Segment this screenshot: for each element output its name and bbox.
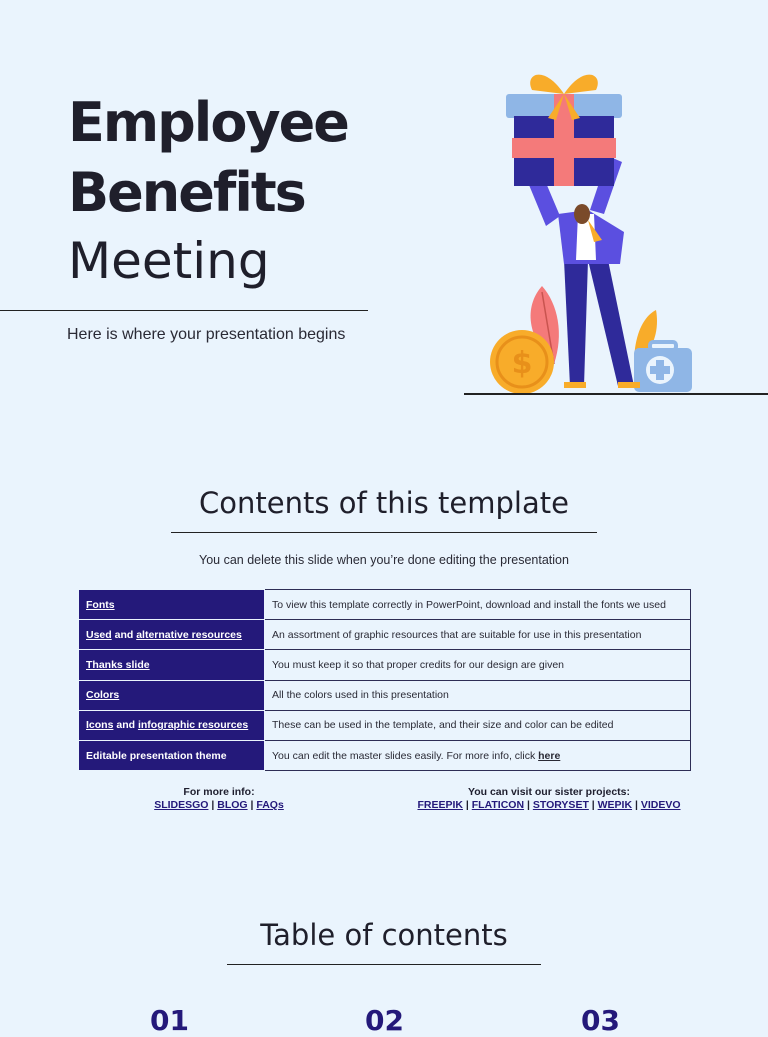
table-row (79, 710, 691, 740)
row-value (265, 740, 691, 770)
more-info-links: SLIDESGO | BLOG | FAQs (154, 799, 284, 811)
wepik-link[interactable]: WEPIK (597, 799, 633, 811)
thanks-slide-link[interactable]: Thanks slide (86, 658, 150, 671)
row-value-text: You can edit the master slides easily. For more info, click (272, 749, 539, 762)
freepik-link[interactable]: FREEPIK (417, 799, 463, 811)
storyset-link[interactable]: STORYSET (532, 799, 589, 811)
resources-table (78, 589, 691, 771)
contents-heading: Contents of this template (199, 486, 569, 520)
table-row (79, 620, 691, 650)
blog-link[interactable]: BLOG (217, 799, 248, 811)
row-key[interactable] (79, 590, 265, 620)
toc-divider (227, 964, 541, 965)
alternative-resources-link[interactable]: alternative resources (136, 628, 242, 641)
contents-subtitle: You can delete this slide when you’re done editing the presentation (199, 553, 569, 567)
illustration-ground-line (464, 393, 768, 395)
sister-projects-label: You can visit our sister projects: (467, 786, 631, 798)
colors-link[interactable]: Colors (86, 689, 120, 702)
row-value: To view this template correctly in PowerPoint, download and install the fonts we used (265, 590, 691, 620)
row-key (79, 620, 265, 650)
row-value: You must keep it so that proper credits for our design are given (265, 650, 691, 680)
table-row (79, 590, 691, 620)
coin-icon (490, 330, 554, 394)
here-link[interactable]: here (538, 749, 561, 762)
toc-number-02: 02 (365, 1004, 404, 1037)
hero-divider (0, 310, 368, 311)
benefits-illustration (484, 64, 698, 396)
row-value: An assortment of graphic resources that are suitable for use in this presentation (265, 620, 691, 650)
used-link[interactable]: Used (86, 628, 112, 641)
sister-projects-block (400, 786, 698, 812)
row-key (79, 710, 265, 740)
slidesgo-link[interactable]: SLIDESGO (154, 799, 209, 811)
title-line-employee: Employee (68, 91, 348, 154)
title-line-benefits: Benefits (68, 161, 305, 224)
gift-icon (506, 75, 622, 186)
first-aid-kit-icon (634, 342, 692, 392)
row-key[interactable] (79, 650, 265, 680)
table-row (79, 740, 691, 770)
row-value: All the colors used in this presentation (265, 680, 691, 710)
row-key: Editable presentation theme (79, 740, 265, 770)
flaticon-link[interactable]: FLATICON (471, 799, 525, 811)
sister-projects-links: FREEPIK | FLATICON | STORYSET | WEPIK | VIDEVO (417, 799, 681, 811)
contents-divider (171, 532, 597, 533)
fonts-link[interactable]: Fonts (86, 598, 115, 611)
faqs-link[interactable]: FAQs (256, 799, 284, 811)
toc-number-03: 03 (581, 1004, 620, 1037)
toc-number-01: 01 (150, 1004, 189, 1037)
key-join: and (111, 628, 137, 641)
row-value: These can be used in the template, and their size and color can be edited (265, 710, 691, 740)
hero-subtitle: Here is where your presentation begins (67, 326, 346, 343)
videvo-link[interactable]: VIDEVO (640, 799, 681, 811)
more-info-label: For more info: (183, 786, 255, 798)
svg-text:$: $ (511, 346, 533, 381)
key-join: and (113, 719, 138, 732)
icons-link[interactable]: Icons (86, 719, 114, 732)
table-row (79, 680, 691, 710)
more-info-block (146, 786, 292, 812)
title-line-meeting: Meeting (68, 232, 270, 290)
table-row (79, 650, 691, 680)
toc-heading: Table of contents (260, 918, 508, 952)
infographic-resources-link[interactable]: infographic resources (137, 719, 249, 732)
row-key[interactable] (79, 680, 265, 710)
